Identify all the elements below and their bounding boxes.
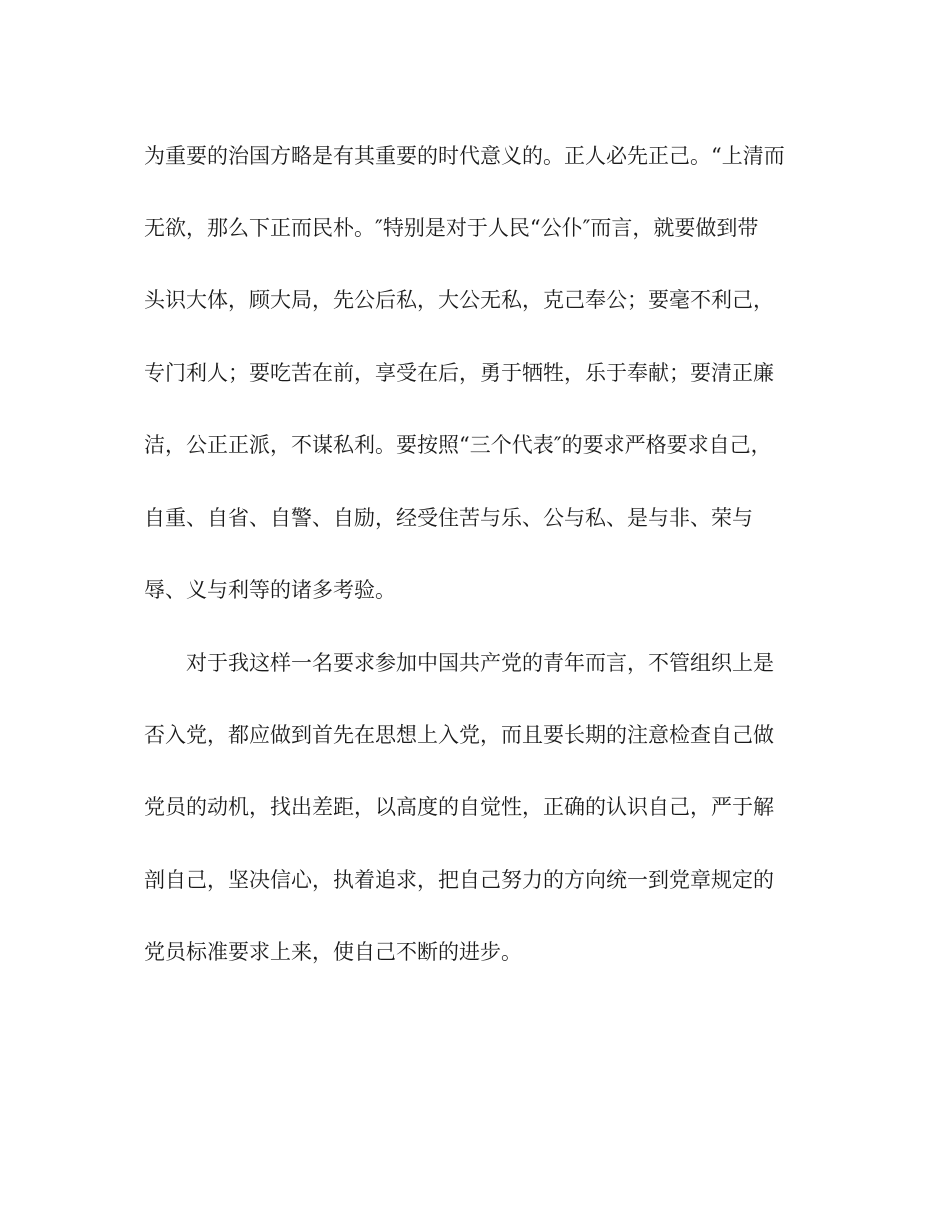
text-line-5: 洁，公正正派，不谋私利。要按照“三个代表″的要求严格要求自己， [144,433,772,457]
text-line-4: 专门利人；要吃苦在前，享受在后，勇于牺牲，乐于奉献；要清正廉 [144,361,774,385]
text-line-8-paragraph-start: 对于我这样一名要求参加中国共产党的青年而言，不管组织上是 [186,651,774,675]
text-line-6: 自重、自省、自警、自励，经受住苦与乐、公与私、是与非、荣与 [144,506,753,530]
text-line-11: 剖自己，坚决信心，执着追求，把自己努力的方向统一到党章规定的 [144,868,774,892]
text-line-9: 否入党，都应做到首先在思想上入党，而且要长期的注意检查自己做 [144,723,774,747]
text-line-7: 辱、义与利等的诸多考验。 [144,578,396,602]
text-line-3: 头识大体，顾大局，先公后私，大公无私，克己奉公；要毫不利己， [144,288,774,312]
text-line-1: 为重要的治国方略是有其重要的时代意义的。正人必先正己。“上清而 [144,144,785,168]
text-line-12: 党员标准要求上来，使自己不断的进步。 [144,940,522,964]
text-line-2: 无欲，那么下正而民朴。″特别是对于人民“公仆″而言，就要做到带 [144,216,759,240]
text-line-10: 党员的动机，找出差距，以高度的自觉性，正确的认识自己，严于解 [144,795,774,819]
